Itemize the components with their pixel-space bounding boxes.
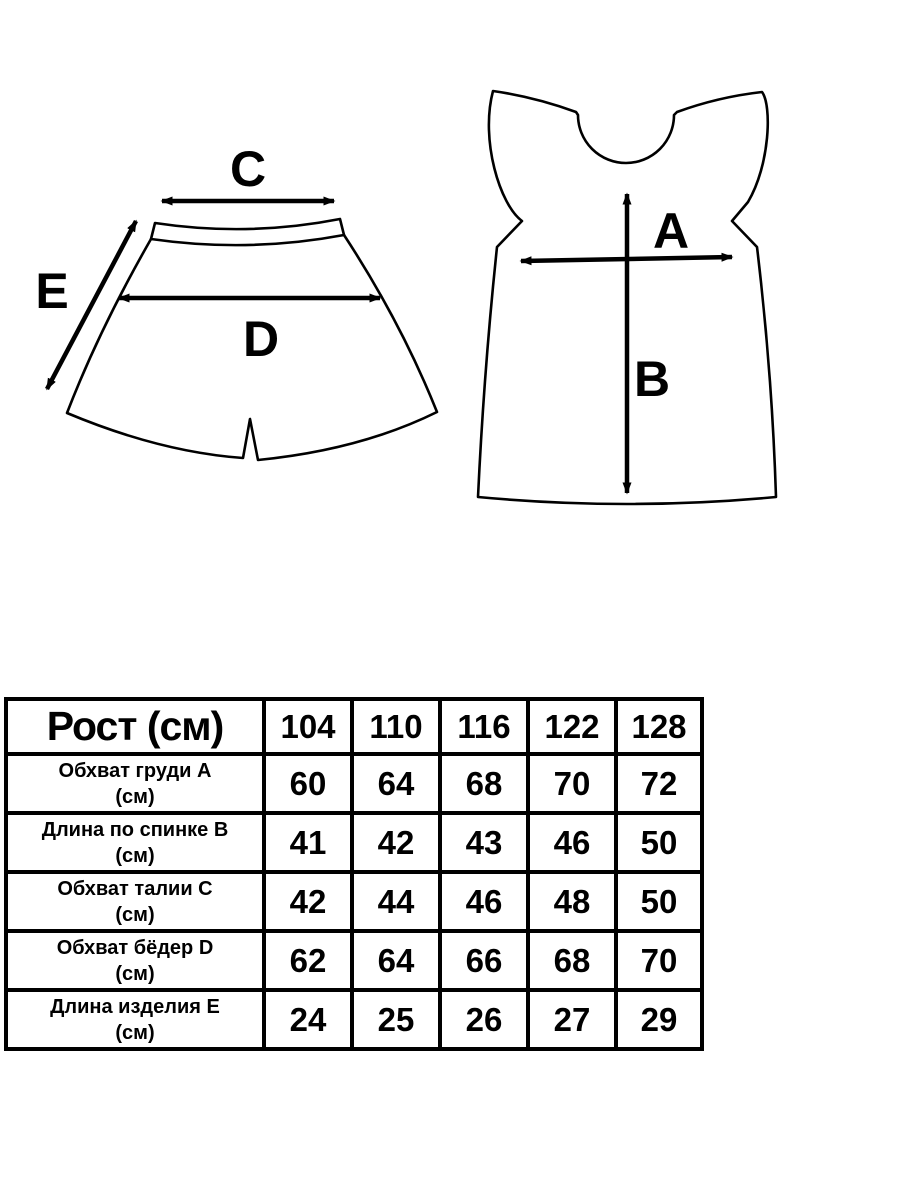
row-label-item-length (6, 990, 264, 1049)
table-row-back-length (6, 813, 702, 872)
cell-back-116: 43 (440, 813, 528, 872)
cell-hips-116: 66 (440, 931, 528, 990)
row-label-waist (6, 872, 264, 931)
cell-chest-110: 64 (352, 754, 440, 813)
header-size-110: 110 (352, 699, 440, 754)
cell-waist-128: 50 (616, 872, 702, 931)
cell-length-116: 26 (440, 990, 528, 1049)
cell-back-122: 46 (528, 813, 616, 872)
table-row-chest (6, 754, 702, 813)
size-table (4, 697, 704, 1051)
table-row-waist (6, 872, 702, 931)
header-size-122: 122 (528, 699, 616, 754)
table-header-row (6, 699, 702, 754)
row-label-chest (6, 754, 264, 813)
label-e: E (35, 263, 69, 319)
cell-back-104: 41 (264, 813, 352, 872)
header-size-104: 104 (264, 699, 352, 754)
header-size-116: 116 (440, 699, 528, 754)
label-b: B (633, 351, 671, 407)
cell-length-122: 27 (528, 990, 616, 1049)
row-label-hips (6, 931, 264, 990)
cell-hips-122: 68 (528, 931, 616, 990)
row-label-text: Обхват талии C (57, 877, 213, 900)
cell-hips-128: 70 (616, 931, 702, 990)
header-growth: Рост (см) (6, 699, 264, 754)
cell-back-110: 42 (352, 813, 440, 872)
cell-waist-122: 48 (528, 872, 616, 931)
cell-chest-116: 68 (440, 754, 528, 813)
row-label-unit: (см) (115, 903, 155, 926)
cell-hips-110: 64 (352, 931, 440, 990)
cell-chest-128: 72 (616, 754, 702, 813)
row-label-unit: (см) (115, 785, 155, 808)
row-label-back-length (6, 813, 264, 872)
cell-chest-122: 70 (528, 754, 616, 813)
header-size-128: 128 (616, 699, 702, 754)
row-label-unit: (см) (115, 1021, 155, 1044)
row-label-unit: (см) (115, 844, 155, 867)
row-label-text: Длина изделия E (50, 995, 220, 1018)
cell-length-104: 24 (264, 990, 352, 1049)
row-label-text: Обхват груди A (58, 759, 212, 782)
row-label-text: Длина по спинке B (41, 818, 229, 841)
label-d: D (242, 311, 280, 367)
table-row-item-length (6, 990, 702, 1049)
label-c: C (229, 141, 267, 197)
cell-waist-104: 42 (264, 872, 352, 931)
label-a: A (652, 203, 690, 259)
row-label-text: Обхват бёдер D (56, 936, 214, 959)
cell-waist-110: 44 (352, 872, 440, 931)
cell-chest-104: 60 (264, 754, 352, 813)
table-row-hips (6, 931, 702, 990)
row-label-unit: (см) (115, 962, 155, 985)
cell-length-110: 25 (352, 990, 440, 1049)
cell-hips-104: 62 (264, 931, 352, 990)
cell-back-128: 50 (616, 813, 702, 872)
cell-waist-116: 46 (440, 872, 528, 931)
cell-length-128: 29 (616, 990, 702, 1049)
